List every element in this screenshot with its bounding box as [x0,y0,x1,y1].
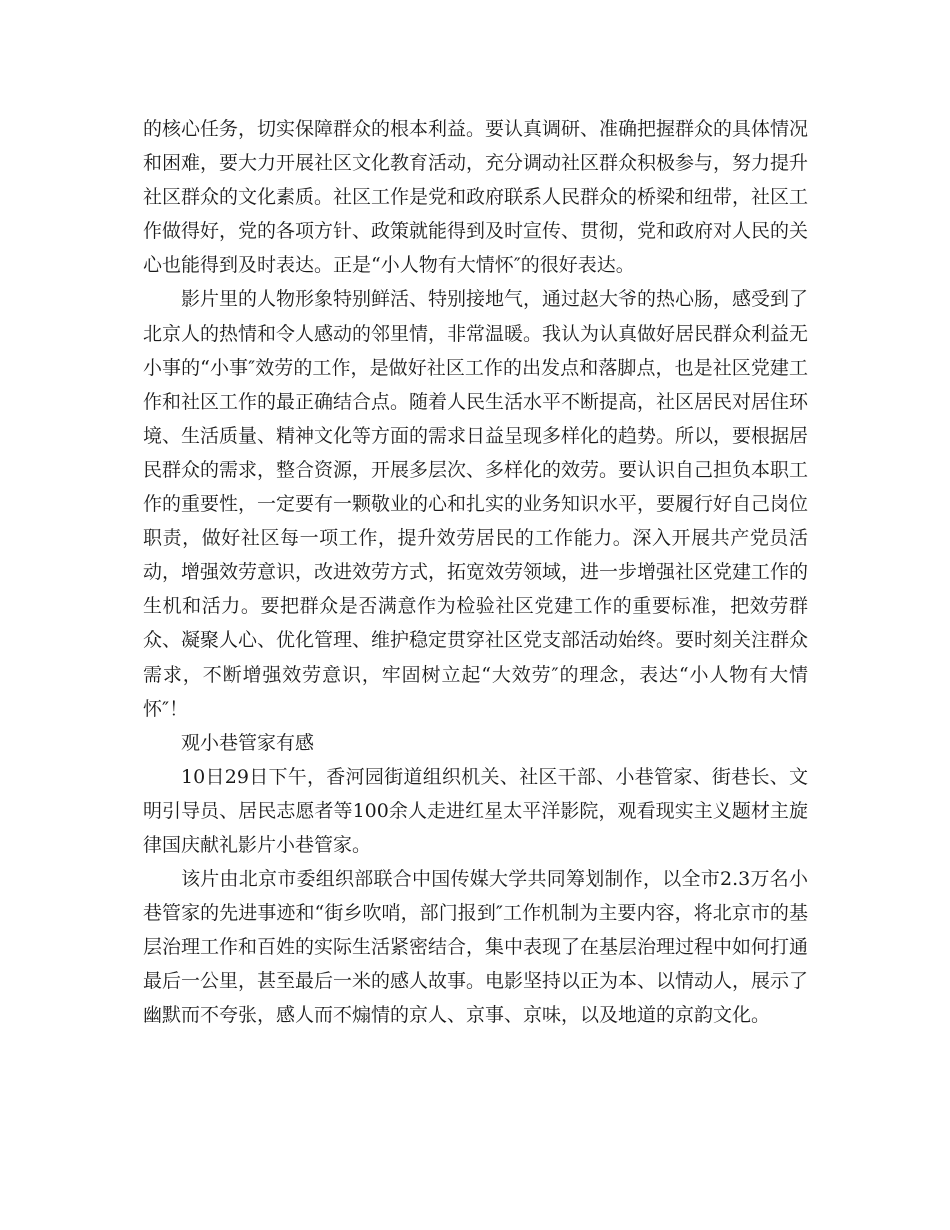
paragraph-event: 10日29日下午，香河园街道组织机关、社区干部、小巷管家、街巷长、文明引导员、居民志愿者等100余人走进红星太平洋影院，观看现实主义题材主旋律国庆献礼影片小巷管家。 [143,765,808,856]
section-title: 观小巷管家有感 [181,731,315,754]
paragraph-film-description: 该片由北京市委组织部联合中国传媒大学共同筹划制作，以全市2.3万名小巷管家的先进事迹和“街乡吹哨，部门报到″工作机制为主要内容，将北京市的基层治理工作和百姓的实际生活紧密结合，集中表现了在基层治理过程中如何打通最后一公里，甚至最后一米的感人故事。电影坚持以正为本、以情动人，展示了幽默而不夸张，感人而不煽情的京人、京事、京味，以及地道的京韵文化。 [143,868,809,1027]
paragraph-continuation: 的核心任务，切实保障群众的根本利益。要认真调研、准确把握群众的具体情况和困难，要大力开展社区文化教育活动，充分调动社区群众积极参与，努力提升社区群众的文化素质。社区工作是党和政府联系人民群众的桥梁和纽带，社区工作做得好，党的各项方针、政策就能得到及时宣传、贯彻，党和政府对人民的关心也能得到及时表达。正是“小人物有大情怀″的很好表达。 [143,118,809,277]
paragraph-film-impression: 影片里的人物形象特别鲜活、特别接地气，通过赵大爷的热心肠，感受到了北京人的热情和令人感动的邻里情，非常温暖。我认为认真做好居民群众利益无小事的“小事″效劳的工作，是做好社区工作的出发点和落脚点，也是社区党建工作和社区工作的最正确结合点。随着人民生活水平不断提高，社区居民对居住环境、生活质量、精神文化等方面的需求日益呈现多样化的趋势。所以，要根据居民群众的需求，整合资源，开展多层次、多样化的效劳。要认识自己担负本职工作的重要性，一定要有一颗敬业的心和扎实的业务知识水平，要履行好自己岗位职责，做好社区每一项工作，提升效劳居民的工作能力。深入开展共产党员活动，增强效劳意识，改进效劳方式，拓宽效劳领域，进一步增强社区党建工作的生机和活力。要把群众是否满意作为检验社区党建工作的重要标准，把效劳群众、凝聚人心、优化管理、维护稳定贯穿社区党支部活动始终。要时刻关注群众需求，不断增强效劳意识，牢固树立起“大效劳″的理念，表达“小人物有大情怀″！ [143,288,809,720]
document-body [143,112,808,1033]
